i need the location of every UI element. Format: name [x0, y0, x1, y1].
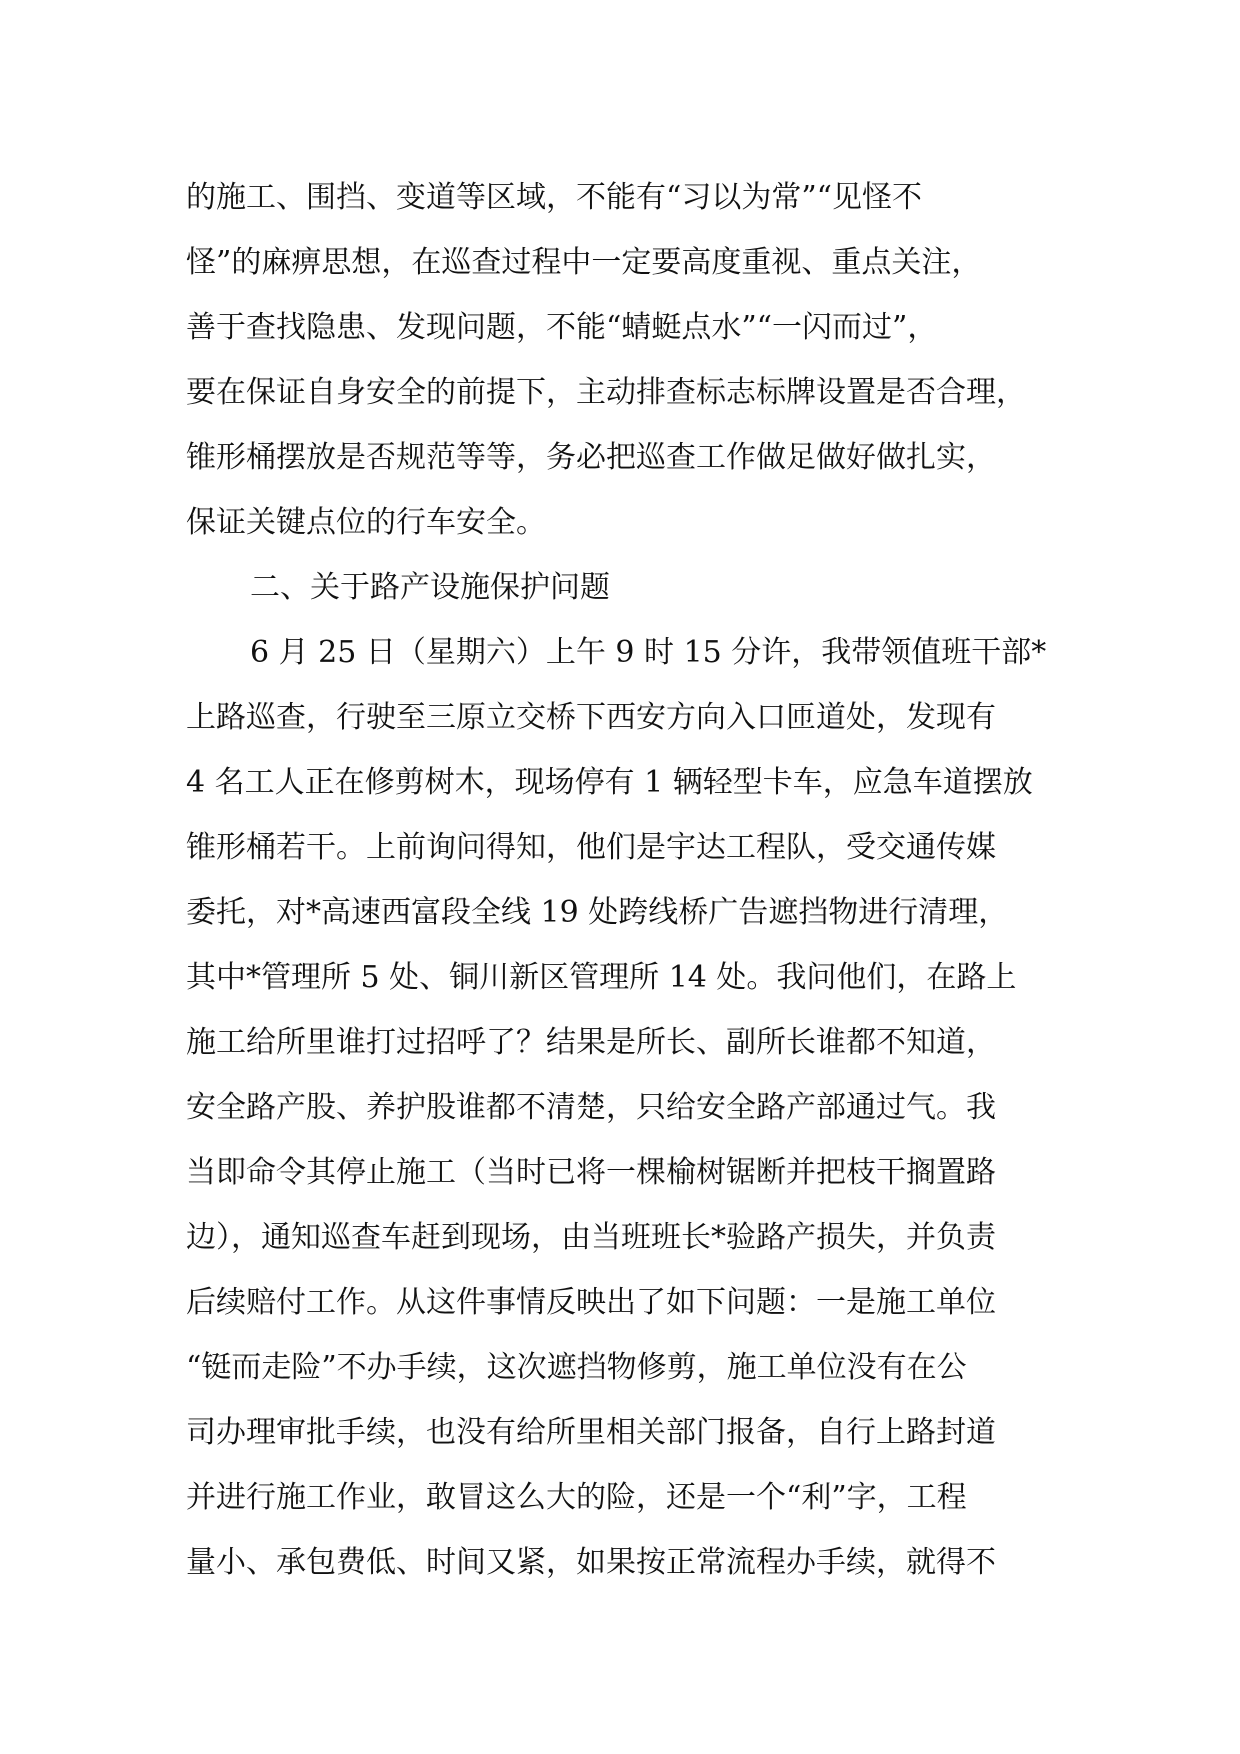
- body-line: 当即命令其停止施工（当时已将一棵榆树锯断并把枝干搁置路: [186, 1155, 996, 1190]
- document-body: [186, 165, 1086, 1595]
- body-line: 其中*管理所 5 处、铜川新区管理所 14 处。我问他们，在路上: [186, 960, 1017, 995]
- body-line: 并进行施工作业，敢冒这么大的险，还是一个“利”字，工程: [186, 1480, 967, 1515]
- section-heading: 二、关于路产设施保护问题: [250, 570, 610, 605]
- body-line: 4 名工人正在修剪树木，现场停有 1 辆轻型卡车，应急车道摆放: [186, 765, 1033, 800]
- body-line: 要在保证自身安全的前提下，主动排查标志标牌设置是否合理，: [186, 375, 1026, 410]
- body-line: 锥形桶摆放是否规范等等，务必把巡查工作做足做好做扎实，: [186, 440, 996, 475]
- body-line: 委托，对*高速西富段全线 19 处跨线桥广告遮挡物进行清理，: [186, 895, 1009, 930]
- body-line: 的施工、围挡、变道等区域，不能有“习以为常”“见怪不: [186, 180, 923, 215]
- body-line: 边），通知巡查车赶到现场，由当班班长*验路产损失，并负责: [186, 1220, 996, 1255]
- body-line: 怪”的麻痹思想，在巡查过程中一定要高度重视、重点关注，: [186, 245, 982, 280]
- body-line: 善于查找隐患、发现问题，不能“蜻蜓点水”“一闪而过”，: [186, 310, 938, 345]
- body-line: 保证关键点位的行车安全。: [186, 505, 546, 540]
- body-line: 上路巡查，行驶至三原立交桥下西安方向入口匝道处，发现有: [186, 700, 996, 735]
- body-line: 后续赔付工作。从这件事情反映出了如下问题：一是施工单位: [186, 1285, 996, 1320]
- body-line: 司办理审批手续，也没有给所里相关部门报备，自行上路封道: [186, 1415, 996, 1450]
- paragraph-first-line: 6 月 25 日（星期六）上午 9 时 15 分许，我带领值班干部*: [250, 635, 1047, 670]
- body-line: “铤而走险”不办手续，这次遮挡物修剪，施工单位没有在公: [186, 1350, 967, 1385]
- body-line: 量小、承包费低、时间又紧，如果按正常流程办手续，就得不: [186, 1545, 996, 1580]
- body-line: 安全路产股、养护股谁都不清楚，只给安全路产部通过气。我: [186, 1090, 996, 1125]
- body-line: 施工给所里谁打过招呼了？结果是所长、副所长谁都不知道，: [186, 1025, 996, 1060]
- body-line: 锥形桶若干。上前询问得知，他们是宇达工程队，受交通传媒: [186, 830, 996, 865]
